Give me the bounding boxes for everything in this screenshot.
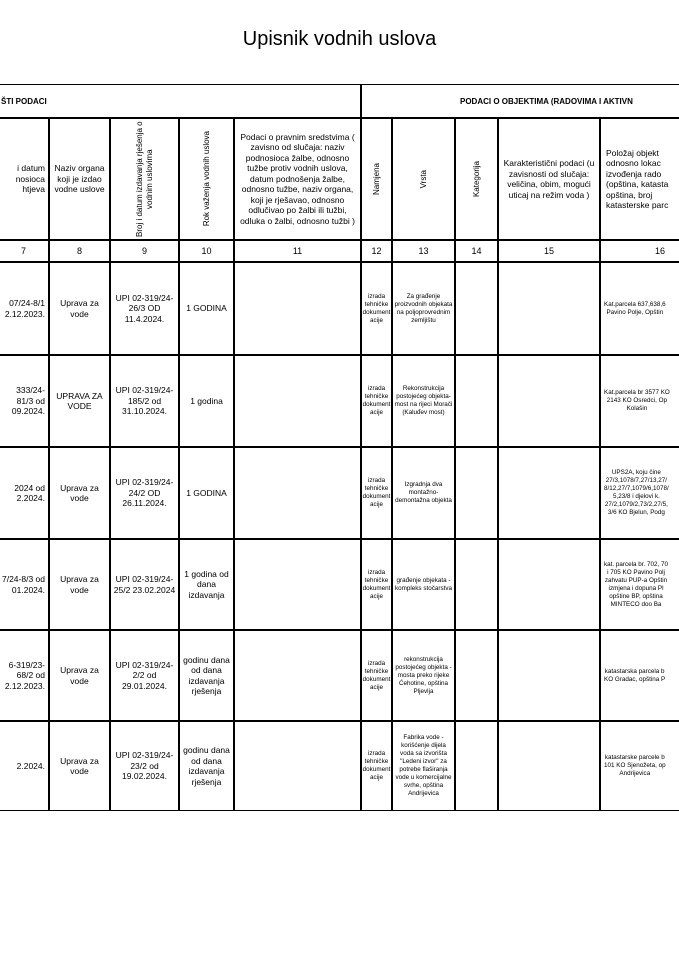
table-cell-c13 xyxy=(392,630,455,721)
header-c10 xyxy=(179,118,234,240)
header-c11-text: Podaci o pravnim sredstvima ( zavisno od slučaja: naziv podnosioca žalbe, odnosno tužbe protiv vodnih uslova, datum podnošenja žalbe, odnosno tužbe, naziv organa, koji je rješavao, odnosno odlučivao po žalbi ili tužbi, odluka o žalbi, odnosno tužbi ) xyxy=(240,131,355,226)
table-cell-c9 xyxy=(110,630,179,721)
cell-text: Uprava za vode xyxy=(60,298,99,319)
cell-text: UPI 02-319/24-2/2 od 29.01.2024. xyxy=(115,659,174,691)
cell-text: 6-319/23- 68/2 od 2.12.2023. xyxy=(4,659,45,691)
column-number-c7: 7 xyxy=(0,240,49,262)
table-cell-c16 xyxy=(600,721,679,811)
table-cell-c7 xyxy=(0,630,49,721)
header-c7-text: i datum nosioca htjeva xyxy=(15,163,45,195)
cell-text: izrada tehničke dokument acije xyxy=(362,292,391,324)
column-number-c12: 12 xyxy=(361,240,392,262)
cell-text: Kat.parcela 637,638,6 Pavino Polje, Opštin xyxy=(604,300,666,316)
cell-text: katastarska parcela b KO Gradac, opština P xyxy=(604,667,666,683)
table-cell-c9 xyxy=(110,721,179,811)
cell-text: 1 godina od dana izdavanja xyxy=(184,568,229,600)
table-cell-c8 xyxy=(49,721,110,811)
cell-text: rekonstrukcija postojećeg objekta - mosta preko rijeke Ćehotine, opština Pljevlja xyxy=(395,655,452,695)
cell-text: 1 GODINA xyxy=(186,487,227,498)
cell-text: 1 GODINA xyxy=(186,303,227,314)
page-title: Upisnik vodnih uslova xyxy=(242,28,437,50)
table-cell-c11 xyxy=(234,355,361,447)
table-cell-c12 xyxy=(361,539,392,630)
header-c9-text: Broj i datum izdavanja rješenja o vodnim uslovima xyxy=(134,121,154,237)
header-c16-text: Položaj objekt odnosno lokac izvođenja rado (opština, katasta opština, broj katasterske parc xyxy=(606,147,669,210)
section-header-general: ŠTI PODACI xyxy=(0,84,361,118)
header-c15-text: Karakteristični podaci (u zavisnosti od slučaja: veličina, obim, mogući uticaj na režim voda ) xyxy=(503,158,595,200)
table-cell-c13 xyxy=(392,721,455,811)
column-number-c10: 10 xyxy=(179,240,234,262)
table-cell-c16 xyxy=(600,262,679,355)
cell-text: UPI 02-319/24-23/2 od 19.02.2024. xyxy=(115,750,174,782)
header-c11 xyxy=(234,118,361,240)
column-number-c11: 11 xyxy=(234,240,361,262)
table-cell-c8 xyxy=(49,630,110,721)
table-cell-c9 xyxy=(110,262,179,355)
table-cell-c16 xyxy=(600,355,679,447)
table-cell-c10 xyxy=(179,721,234,811)
cell-text: Uprava za vode xyxy=(60,482,99,503)
table-cell-c15 xyxy=(498,630,600,721)
header-c13 xyxy=(392,118,455,240)
table-cell-c15 xyxy=(498,355,600,447)
table-cell-c10 xyxy=(179,447,234,539)
table-cell-c10 xyxy=(179,262,234,355)
header-c8-text: Naziv organa koji je izdao vodne uslove xyxy=(54,163,105,195)
cell-text: izrada tehničke dokument acije xyxy=(362,568,391,600)
cell-text: Uprava za vode xyxy=(60,665,99,686)
cell-text: građenje objekata - kompleks stočarstva xyxy=(394,576,453,592)
header-c13-text: Vrsta xyxy=(418,169,428,189)
cell-text: izrada tehničke dokument acije xyxy=(362,750,391,781)
table-cell-c9 xyxy=(110,447,179,539)
cell-text: 2024 od 2.2024. xyxy=(14,482,45,503)
cell-text: izrada tehničke dokument acije xyxy=(362,385,391,416)
column-number-c9: 9 xyxy=(110,240,179,262)
column-number-c16: 16 xyxy=(600,240,679,262)
table-cell-c11 xyxy=(234,447,361,539)
table-cell-c15 xyxy=(498,262,600,355)
header-c12-text: Namjena xyxy=(371,162,381,195)
table-cell-c7 xyxy=(0,539,49,630)
table-cell-c10 xyxy=(179,355,234,447)
column-number-c14: 14 xyxy=(455,240,498,262)
table-cell-c9 xyxy=(110,539,179,630)
cell-text: Fabrika vode - korišćenje dijela voda sa izvorišta "Ledeni izvor" za potrebe flaširanja vode u komercijalne svrhe, opština Andrijevica xyxy=(395,734,452,797)
cell-text: Izgradnja dva montažno-demontažna objekta xyxy=(395,481,452,504)
cell-text: izrada tehničke dokument acije xyxy=(362,659,391,691)
table-cell-c8 xyxy=(49,447,110,539)
table-cell-c11 xyxy=(234,262,361,355)
table-cell-c14 xyxy=(455,721,498,811)
table-cell-c14 xyxy=(455,630,498,721)
cell-text: godinu dana od dana izdavanja rješenja xyxy=(183,654,230,696)
header-c14 xyxy=(455,118,498,240)
header-c15 xyxy=(498,118,600,240)
cell-text: Uprava za vode xyxy=(60,755,99,776)
cell-text: godinu dana od dana izdavanja rješenja xyxy=(183,745,230,787)
cell-text: Za građenje proizvodnih objekata na poljoprovrednim zemljištu xyxy=(394,292,453,324)
header-c10-text: Rok važenja vodnih uslova xyxy=(201,131,211,227)
table-cell-c16 xyxy=(600,630,679,721)
table-cell-c13 xyxy=(392,447,455,539)
table-cell-c16 xyxy=(600,447,679,539)
table-cell-c7 xyxy=(0,447,49,539)
table-cell-c12 xyxy=(361,447,392,539)
cell-text: UPRAVA ZA VODE xyxy=(56,390,103,411)
table-cell-c13 xyxy=(392,262,455,355)
table-cell-c7 xyxy=(0,721,49,811)
cell-text: UPI 02-319/24-24/2 OD 26.11.2024. xyxy=(115,477,174,509)
header-c8 xyxy=(49,118,110,240)
table-cell-c15 xyxy=(498,539,600,630)
table-cell-c7 xyxy=(0,262,49,355)
header-c7 xyxy=(0,118,49,240)
table-cell-c9 xyxy=(110,355,179,447)
cell-text: Rekonstrukcija postojećeg objekta-most na rijeci Morači (Kaluđev most) xyxy=(394,385,453,416)
table-cell-c12 xyxy=(361,262,392,355)
table-cell-c13 xyxy=(392,355,455,447)
section-header-objects: PODACI O OBJEKTIMA (RADOVIMA I AKTIVN xyxy=(361,84,679,118)
table-cell-c10 xyxy=(179,630,234,721)
table-cell-c8 xyxy=(49,262,110,355)
table-cell-c8 xyxy=(49,355,110,447)
header-c16 xyxy=(600,118,679,240)
cell-text: 07/24-8/1 2.12.2023. xyxy=(4,298,45,319)
column-number-c13: 13 xyxy=(392,240,455,262)
table-cell-c14 xyxy=(455,262,498,355)
table-cell-c15 xyxy=(498,447,600,539)
column-number-c15: 15 xyxy=(498,240,600,262)
header-c14-text: Kategorija xyxy=(471,160,481,198)
table-cell-c14 xyxy=(455,355,498,447)
table-cell-c8 xyxy=(49,539,110,630)
cell-text: UPS2A, koju čine 27/3,1078/7,27/13,27/ 8/12,27/7,1079/6,1078/ 5,23/8 i djelovi k. 27/2,1079/2,73/2,27/5, 3/6 KO Bjelun, Podg xyxy=(604,469,669,516)
cell-text: 1 godina xyxy=(190,395,223,406)
cell-text: Kat.parcela br 3577 KO 2143 KO Osredci, Op Kolašin xyxy=(604,389,670,412)
cell-text: katastarske parcele b 101 KO Sjenožeta, op Andrijevica xyxy=(604,754,666,777)
cell-text: 2.2024. xyxy=(16,760,45,771)
table-cell-c11 xyxy=(234,539,361,630)
table-cell-c14 xyxy=(455,539,498,630)
cell-text: 7/24-8/3 od 01.2024. xyxy=(1,574,45,595)
table-cell-c11 xyxy=(234,721,361,811)
table-cell-c16 xyxy=(600,539,679,630)
header-c12 xyxy=(361,118,392,240)
table-cell-c12 xyxy=(361,630,392,721)
cell-text: Uprava za vode xyxy=(60,574,99,595)
cell-text: UPI 02-319/24-185/2 od 31.10.2024. xyxy=(115,385,174,417)
column-number-c8: 8 xyxy=(49,240,110,262)
cell-text: 333/24- 81/3 od 09.2024. xyxy=(11,385,45,417)
cell-text: kat. parcela br. 702, 70 i 705 KO Pavino Polj zahvatu PUP-a Opštin izmjena i dopuna Pl opštine BP, opština MINTECO doo Ba xyxy=(604,560,669,608)
header-c9 xyxy=(110,118,179,240)
cell-text: izrada tehničke dokument acije xyxy=(362,477,391,508)
table-cell-c10 xyxy=(179,539,234,630)
cell-text: UPI 02-319/24-26/3 OD 11.4.2024. xyxy=(115,292,174,324)
table-cell-c12 xyxy=(361,355,392,447)
table-cell-c12 xyxy=(361,721,392,811)
cell-text: UPI 02-319/24-25/2 23.02.2024 xyxy=(113,574,176,595)
table-cell-c14 xyxy=(455,447,498,539)
table-cell-c13 xyxy=(392,539,455,630)
table-cell-c7 xyxy=(0,355,49,447)
table-cell-c11 xyxy=(234,630,361,721)
table-cell-c15 xyxy=(498,721,600,811)
